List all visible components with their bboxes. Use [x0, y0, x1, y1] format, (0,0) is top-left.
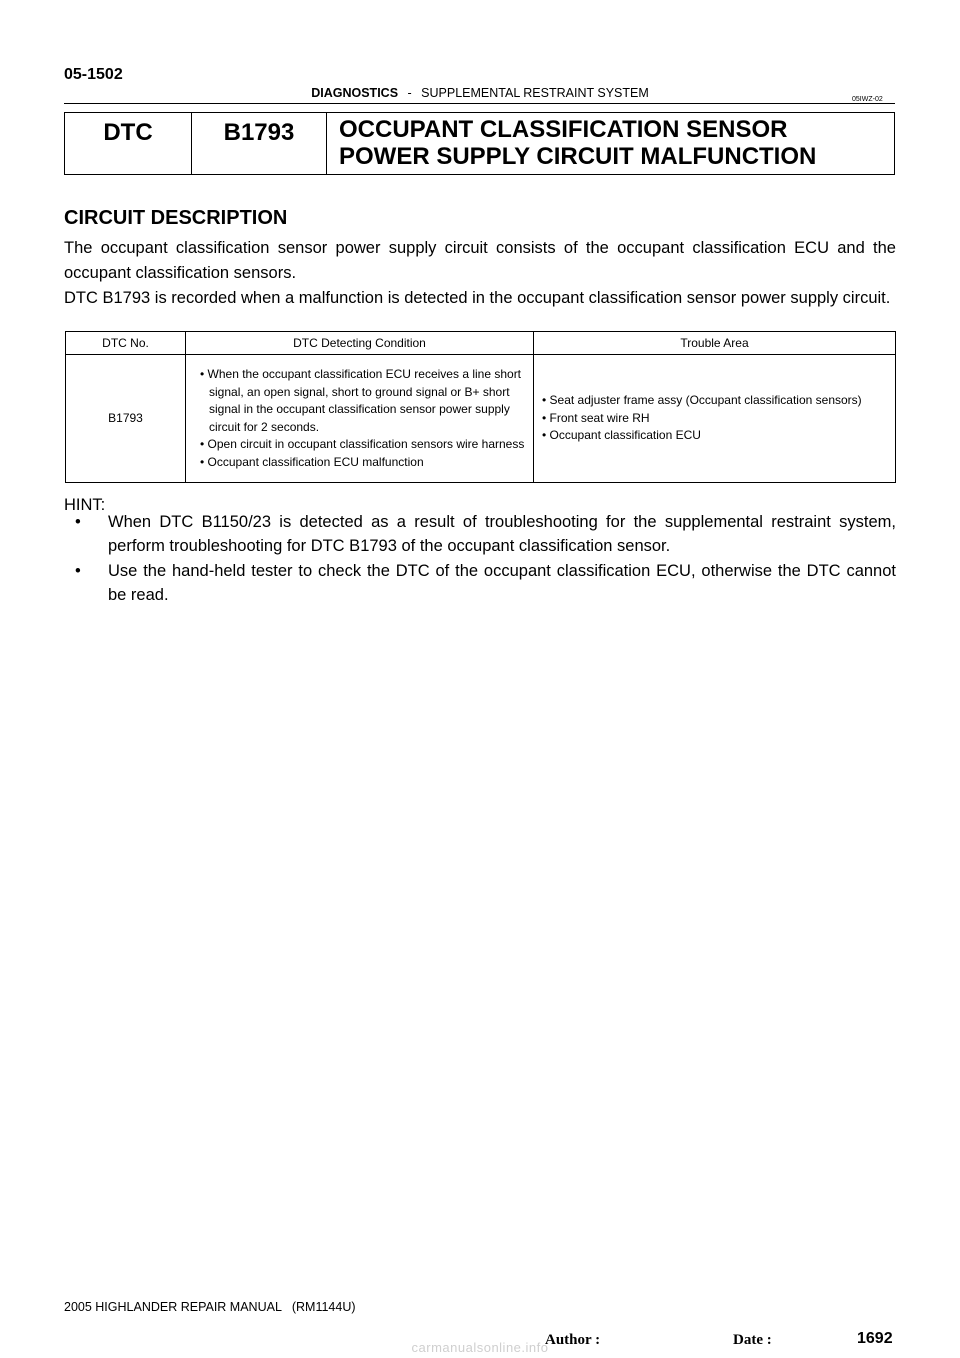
condition-item: • Open circuit in occupant classification sensors wire harness: [200, 437, 525, 451]
doc-code: 05IWZ-02: [852, 96, 883, 103]
dtc-table: [65, 331, 896, 483]
hint-text: Use the hand-held tester to check the DTC of the occupant classification ECU, otherwise the DTC cannot be read.: [108, 562, 896, 604]
description-paragraph: DTC B1793 is recorded when a malfunction is detected in the occupant classification sensor power supply circuit.: [64, 289, 891, 307]
section-heading: CIRCUIT DESCRIPTION: [64, 207, 288, 229]
area-item: • Seat adjuster frame assy (Occupant classification sensors): [542, 393, 862, 408]
dtc-title-box: [64, 112, 895, 175]
condition-item: • When the occupant classification ECU receives a line short signal, an open signal, short to ground signal or B+ short signal in the occupant classification sensor power supply circuit for 2 seconds.: [200, 367, 522, 434]
hint-item: [75, 510, 896, 558]
footer-page-number: 1692: [857, 1330, 893, 1347]
area-item: • Occupant classification ECU: [542, 428, 701, 443]
running-header: [0, 86, 960, 100]
bullet-icon: •: [75, 513, 81, 531]
description-paragraph: The occupant classification sensor power supply circuit consists of the occupant classification ECU and the occupant classification sensors.: [64, 239, 896, 282]
hint-item: [75, 559, 896, 607]
title-prefix: DTC: [65, 113, 192, 174]
condition-item: • Occupant classification ECU malfunction: [200, 454, 424, 469]
header-section: DIAGNOSTICS: [311, 86, 399, 100]
bullet-icon: •: [75, 562, 81, 580]
hint-label: HINT:: [64, 496, 106, 514]
watermark: carmanualsonline.info: [411, 1340, 549, 1355]
table-header-row: [66, 332, 896, 355]
footer-date-label: Date :: [733, 1332, 772, 1348]
title-text: [327, 113, 894, 174]
cell-condition: [186, 355, 534, 483]
title-code: B1793: [192, 113, 327, 174]
title-line-2: POWER SUPPLY CIRCUIT MALFUNCTION: [339, 143, 817, 170]
header-dtc-no: DTC No.: [66, 332, 186, 355]
title-line-1: OCCUPANT CLASSIFICATION SENSOR: [339, 116, 788, 143]
cell-dtc-no: B1793: [66, 355, 186, 483]
footer-author-label: Author :: [545, 1332, 601, 1348]
header-rule: [64, 103, 895, 104]
header-trouble-area: Trouble Area: [534, 332, 896, 355]
header-separator: -: [407, 86, 412, 100]
page-code: 05-1502: [64, 66, 123, 83]
area-item: • Front seat wire RH: [542, 410, 650, 425]
table-row: [66, 355, 896, 483]
hint-text: When DTC B1150/23 is detected as a result of troubleshooting for the supplemental restraint system, perform troubleshooting for DTC B1793 of the occupant classification sensor.: [108, 513, 896, 555]
header-subsection: SUPPLEMENTAL RESTRAINT SYSTEM: [421, 86, 649, 100]
footer-manual-title: 2005 HIGHLANDER REPAIR MANUAL (RM1144U): [64, 1300, 356, 1314]
cell-trouble-area: [534, 355, 896, 483]
header-condition: DTC Detecting Condition: [186, 332, 534, 355]
